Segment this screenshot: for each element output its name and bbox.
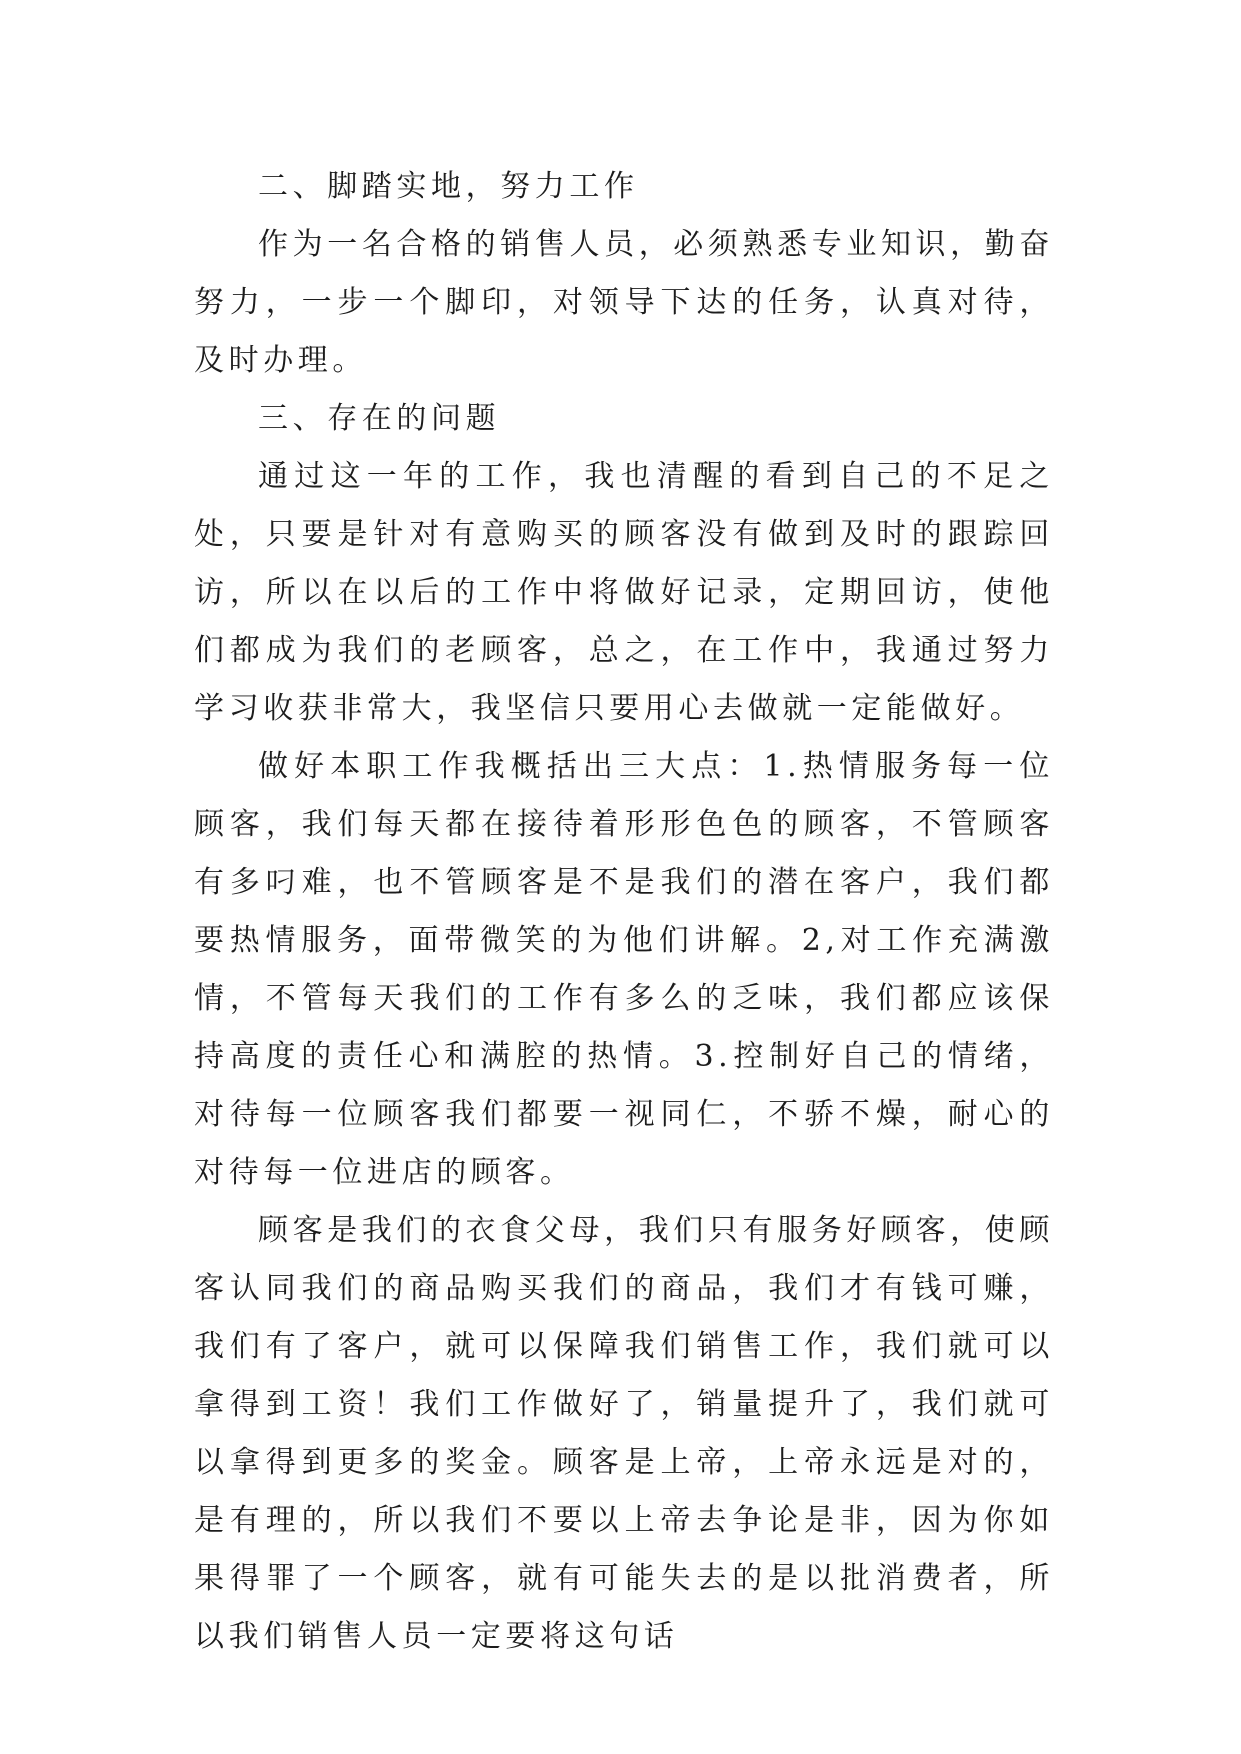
section-3-paragraph-2: 做好本职工作我概括出三大点：1.热情服务每一位顾客，我们每天都在接待着形形色色的顾客，不管顾客有多叼难，也不管顾客是不是我们的潜在客户，我们都要热情服务，面带微笑的为他们讲解。2,对工作充满激情，不管每天我们的工作有多么的乏味，我们都应该保持高度的责任心和满腔的热情。3.控制好自己的情绪，对待每一位顾客我们都要一视同仁，不骄不燥，耐心的对待每一位进店的顾客。 [194,749,1054,1190]
section-3-paragraph-3: 顾客是我们的衣食父母，我们只有服务好顾客，使顾客认同我们的商品购买我们的商品，我们才有钱可赚，我们有了客户，就可以保障我们销售工作，我们就可以拿得到工资！我们工作做好了，销量提升了，我们就可以拿得到更多的奖金。顾客是上帝，上帝永远是对的，是有理的，所以我们不要以上帝去争论是非，因为你如果得罪了一个顾客，就有可能失去的是以批消费者，所以我们销售人员一定要将这句话 [194,1213,1054,1654]
section-heading-3: 三、存在的问题 [258,401,501,436]
section-3-paragraph-1: 通过这一年的工作，我也清醒的看到自己的不足之处，只要是针对有意购买的顾客没有做到及时的跟踪回访，所以在以后的工作中将做好记录，定期回访，使他们都成为我们的老顾客，总之，在工作中，我通过努力学习收获非常大，我坚信只要用心去做就一定能做好。 [194,459,1054,726]
section-2-paragraph: 作为一名合格的销售人员，必须熟悉专业知识，勤奋努力，一步一个脚印，对领导下达的任务，认真对待，及时办理。 [194,227,1054,378]
document-body [194,158,1054,1666]
section-heading-2: 二、脚踏实地，努力工作 [258,169,639,204]
